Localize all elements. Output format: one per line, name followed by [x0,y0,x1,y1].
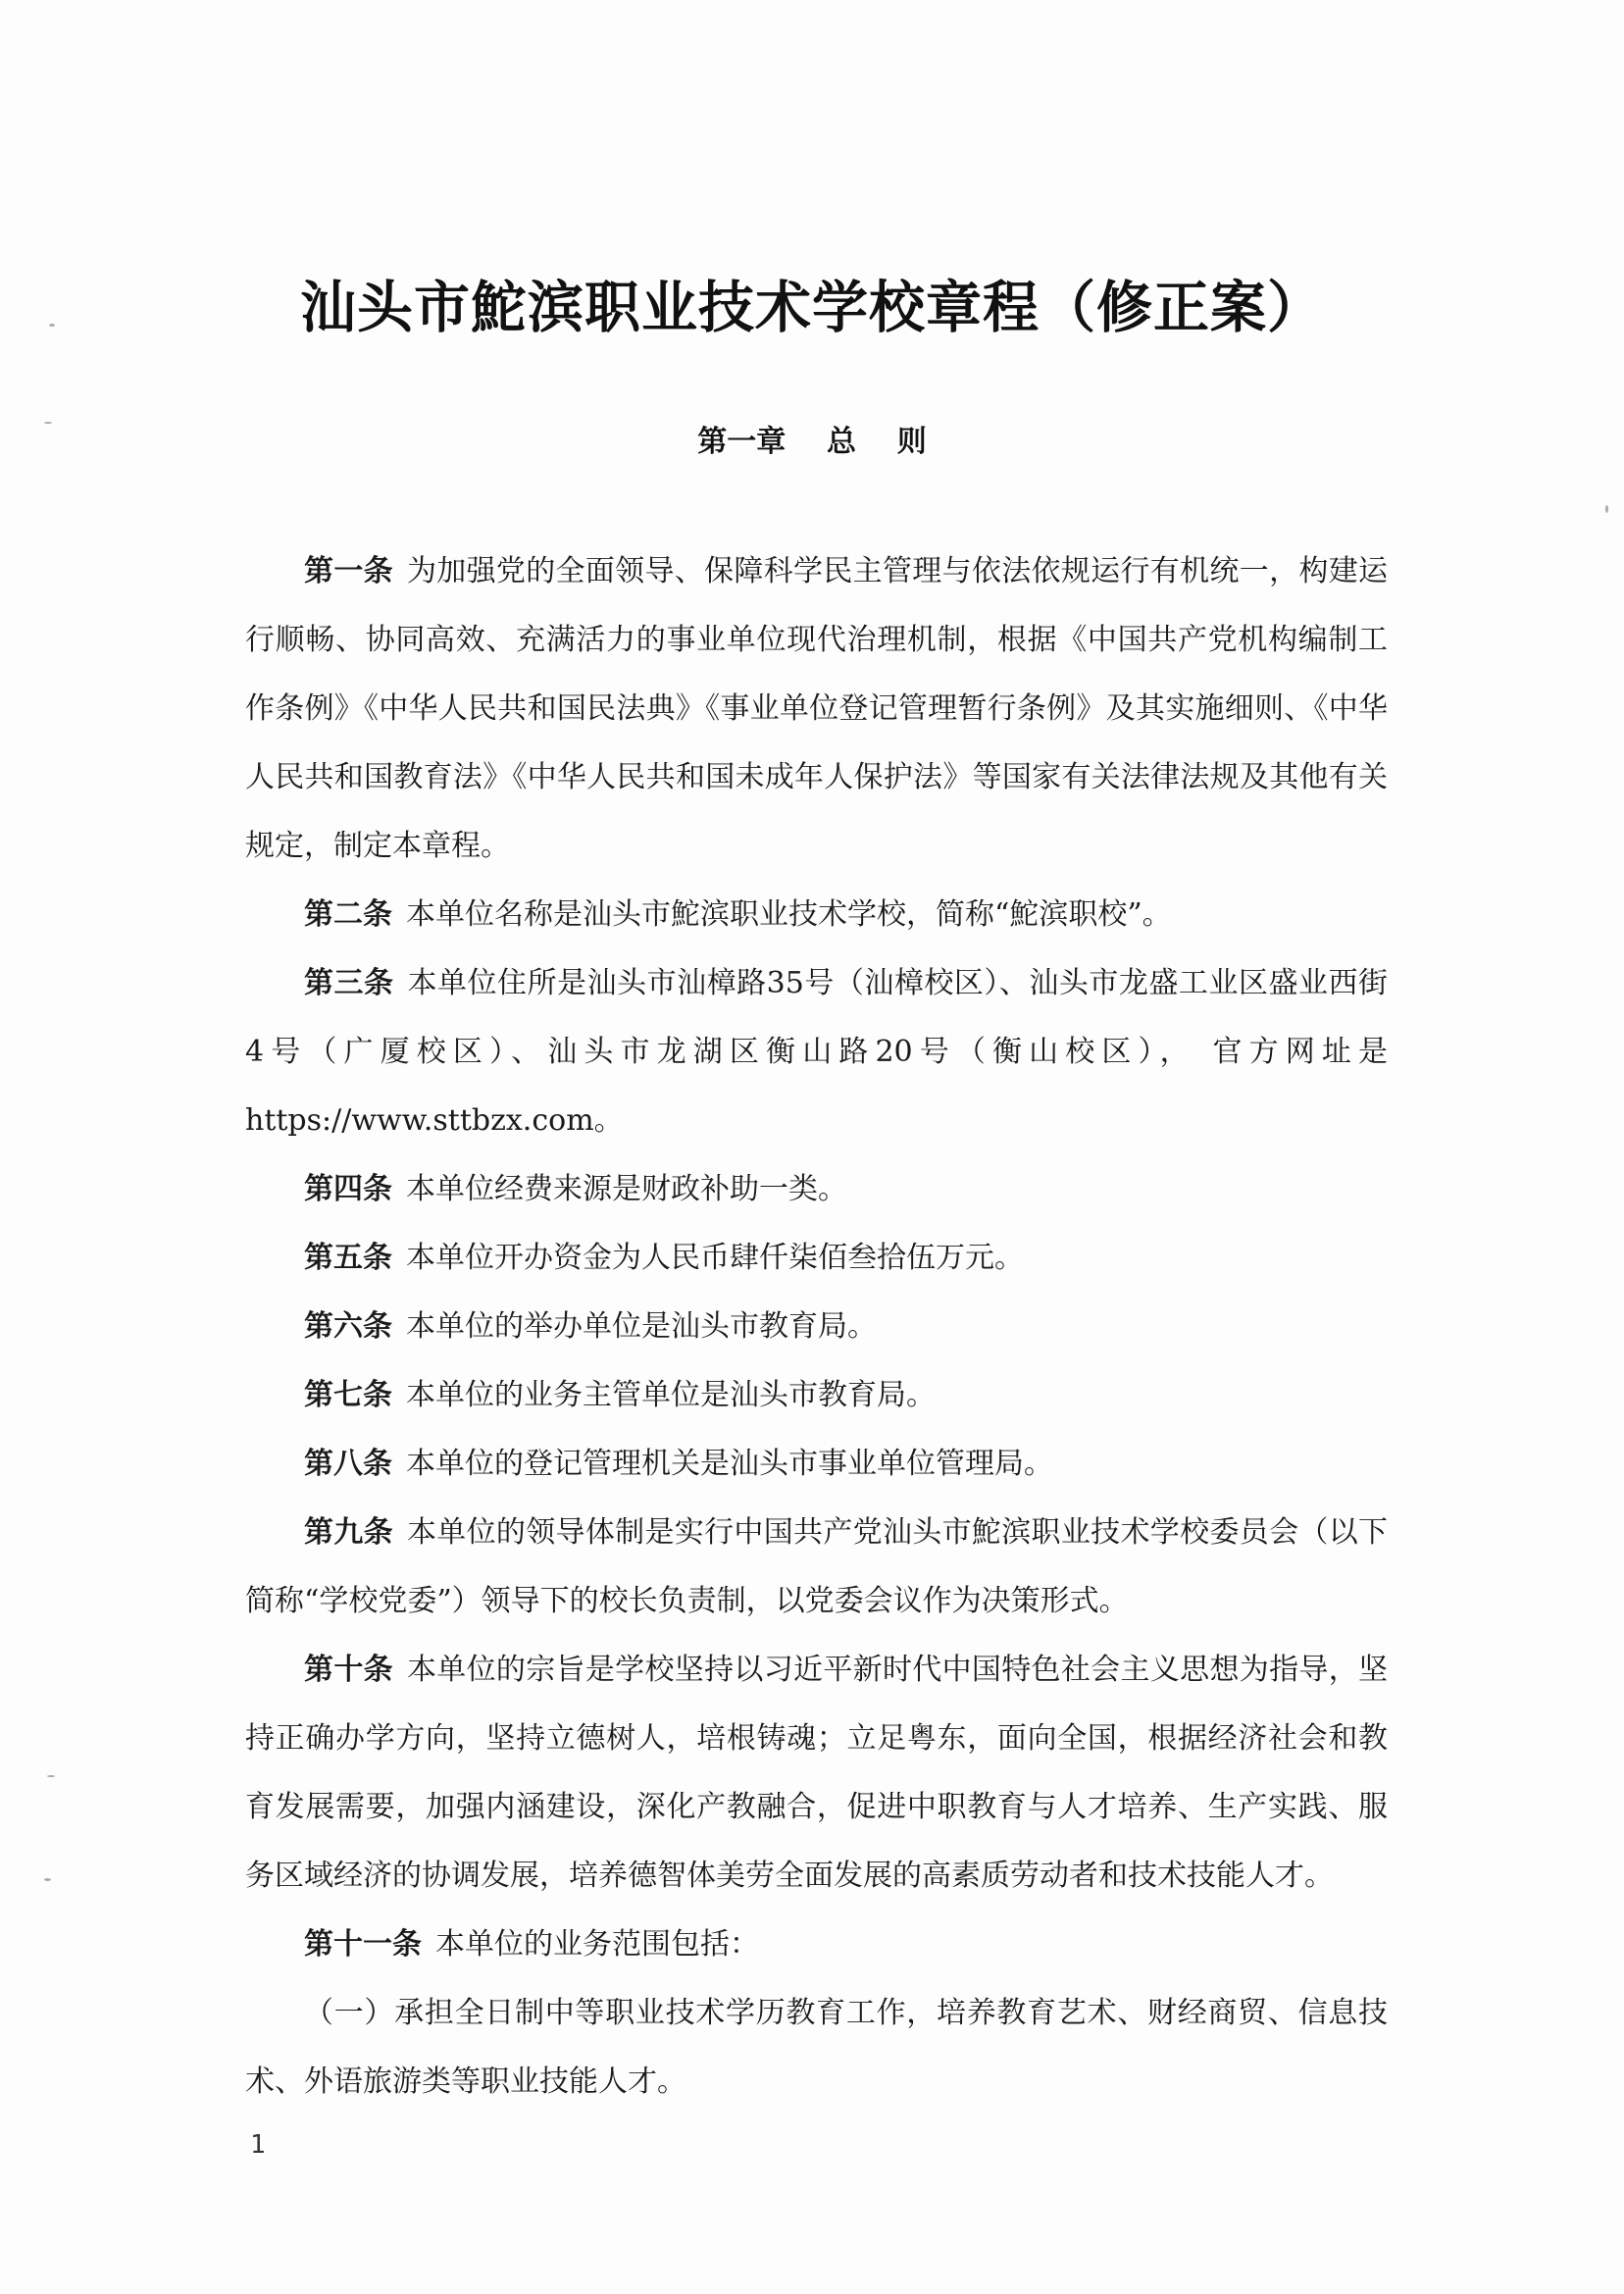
article-6 [245,1293,1388,1361]
article-11-item-1 [245,1979,1388,2116]
article-text: 本单位名称是汕头市鮀滨职业技术学校，简称“鮀滨职校”。 [406,897,1172,932]
article-10 [245,1636,1388,1911]
article-label: 第十条 [304,1653,393,1687]
article-2 [245,881,1388,949]
article-text: 为加强党的全面领导、保障科学民主管理与依法依规运行有机统一，构建运行顺畅、协同高效、充满活力的事业单位现代治理机制，根据《中国共产党机构编制工作条例》《中华人民共和国民法典》《事业单位登记管理暂行条例》及其实施细则、《中华人民共和国教育法》《中华人民共和国未成年人保护法》等国家有关法律法规及其他有关规定，制定本章程。 [245,554,1389,863]
article-label: 第七条 [304,1378,392,1412]
article-8 [245,1430,1388,1499]
article-1 [245,537,1388,881]
document-title: 汕头市鮀滨职业技术学校章程（修正案） [300,275,1324,340]
scan-speck [44,1878,51,1881]
article-text: 本单位的领导体制是实行中国共产党汕头市鮀滨职业技术学校委员会（以下简称“学校党委”）领导下的校长负责制，以党委会议作为决策形式。 [245,1515,1389,1618]
chapter-heading: 第一章 总 则 [697,425,927,459]
article-text: 本单位经费来源是财政补助一类。 [406,1172,847,1206]
page-number: 1 [250,2130,266,2160]
article-9 [245,1499,1388,1636]
article-label: 第十一条 [304,1927,422,1962]
scan-speck [47,1775,55,1777]
article-label: 第一条 [304,554,393,588]
article-label: 第二条 [304,897,392,932]
article-label: 第四条 [304,1172,392,1206]
article-4 [245,1155,1388,1224]
article-label: 第五条 [304,1241,392,1275]
article-label: 第六条 [304,1309,392,1344]
article-text: 本单位的宗旨是学校坚持以习近平新时代中国特色社会主义思想为指导，坚持正确办学方向，坚持立德树人，培根铸魂；立足粤东，面向全国，根据经济社会和教育发展需要，加强内涵建设，深化产教融合，促进中职教育与人才培养、生产实践、服务区域经济的协调发展，培养德智体美劳全面发展的高素质劳动者和技术技能人才。 [245,1653,1389,1893]
article-text: 本单位的举办单位是汕头市教育局。 [406,1309,877,1344]
article-label: 第九条 [304,1515,393,1550]
article-text: 本单位住所是汕头市汕樟路35号（汕樟校区）、汕头市龙盛工业区盛业西街4号（广厦校区）、汕头市龙湖区衡山路20号（衡山校区）， 官方网址是https://www.sttbzx.com。 [245,966,1388,1138]
article-label: 第三条 [304,966,394,1000]
article-3 [245,949,1388,1155]
document-body [245,537,1388,2116]
article-text: 本单位的业务范围包括： [435,1927,759,1962]
article-5 [245,1224,1388,1293]
article-text: 本单位的登记管理机关是汕头市事业单位管理局。 [406,1447,1053,1481]
article-11 [245,1911,1388,1979]
article-text: 本单位的业务主管单位是汕头市教育局。 [406,1378,936,1412]
list-item-text: （一）承担全日制中等职业技术学历教育工作，培养教育艺术、财经商贸、信息技术、外语旅游类等职业技能人才。 [245,1996,1388,2099]
article-label: 第八条 [304,1447,392,1481]
article-text: 本单位开办资金为人民币肆仟柒佰叁拾伍万元。 [406,1241,1024,1275]
scan-speck [1605,505,1608,513]
article-7 [245,1361,1388,1430]
